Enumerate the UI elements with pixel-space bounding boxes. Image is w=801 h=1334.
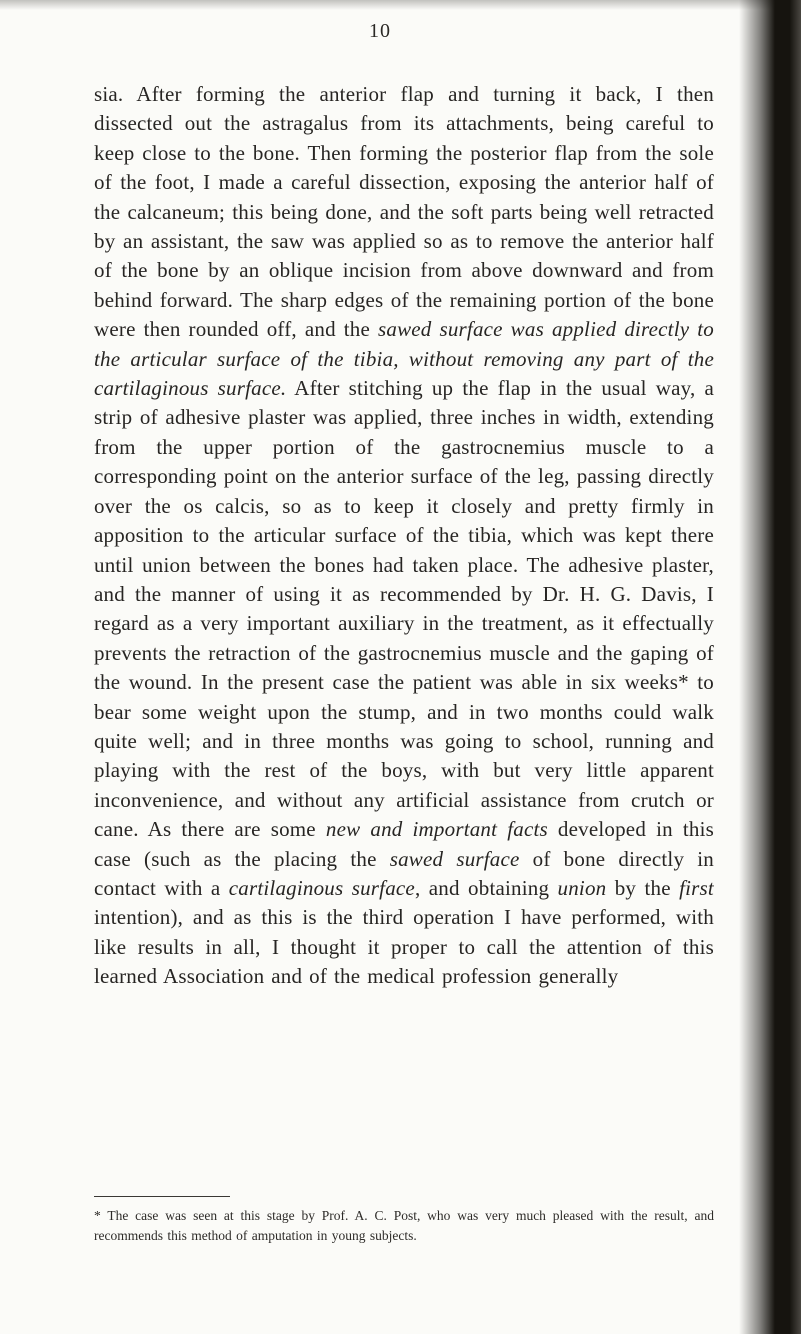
scan-edge-shadow (739, 0, 801, 1334)
footnote-marker: * (94, 1208, 101, 1223)
page-number: 10 (369, 20, 391, 42)
body-text: sia. After forming the anterior flap and turning it back, I then dissected out the astragalus from its attachments, being careful to keep close to the bone. Then forming the posterior flap from the sole of the foot, I made a careful dissection, exposing the anterior half of the calcaneum; this being done, and the soft parts being well retracted by an assistant, the saw was applied so as to remove the anterior half of the bone by an oblique incision from above downward and from behind forward. The sharp edges of the remaining portion of the bone were then rounded off, and the sawed surface was applied directly to the articular surface of the tibia, without removing any part of the cartilaginous surface. After stitching up the flap in the usual way, a strip of adhesive plaster was applied, three inches in width, extending from the upper portion of the gastrocnemius muscle to a corresponding point on the anterior surface of the leg, passing directly over the os calcis, so as to keep it closely and pretty firmly in apposition to the articular surface of the tibia, which was kept there until union between the bones had taken place. The adhesive plaster, and the manner of using it as recommended by Dr. H. G. Davis, I regard as a very important auxiliary in the treatment, as it effectually prevents the retraction of the gastrocnemius muscle and the gaping of the wound. In the present case the patient was able in six weeks* to bear some weight upon the stump, and in two months could walk quite well; and in three months was going to school, running and playing with the rest of the boys, with but very little apparent inconvenience, and without any artificial assistance from crutch or cane. As there are some new and important facts developed in this case (such as the placing the sawed surface of bone directly in contact with a cartilaginous surface, and obtaining union by the first intention), and as this is the third operation I have performed, with like results in all, I thought it proper to call the attention of this learned Association and of the medical profession generally (94, 82, 714, 989)
footnote-body: The case was seen at this stage by Prof. A. C. Post, who was very much pleased with the result, and recommends this method of amputation in young subjects. (94, 1208, 714, 1243)
footnote (94, 1196, 714, 1245)
footnote-divider (94, 1196, 230, 1197)
scan-edge-shadow-top (0, 0, 801, 10)
footnote-text (94, 1206, 714, 1245)
